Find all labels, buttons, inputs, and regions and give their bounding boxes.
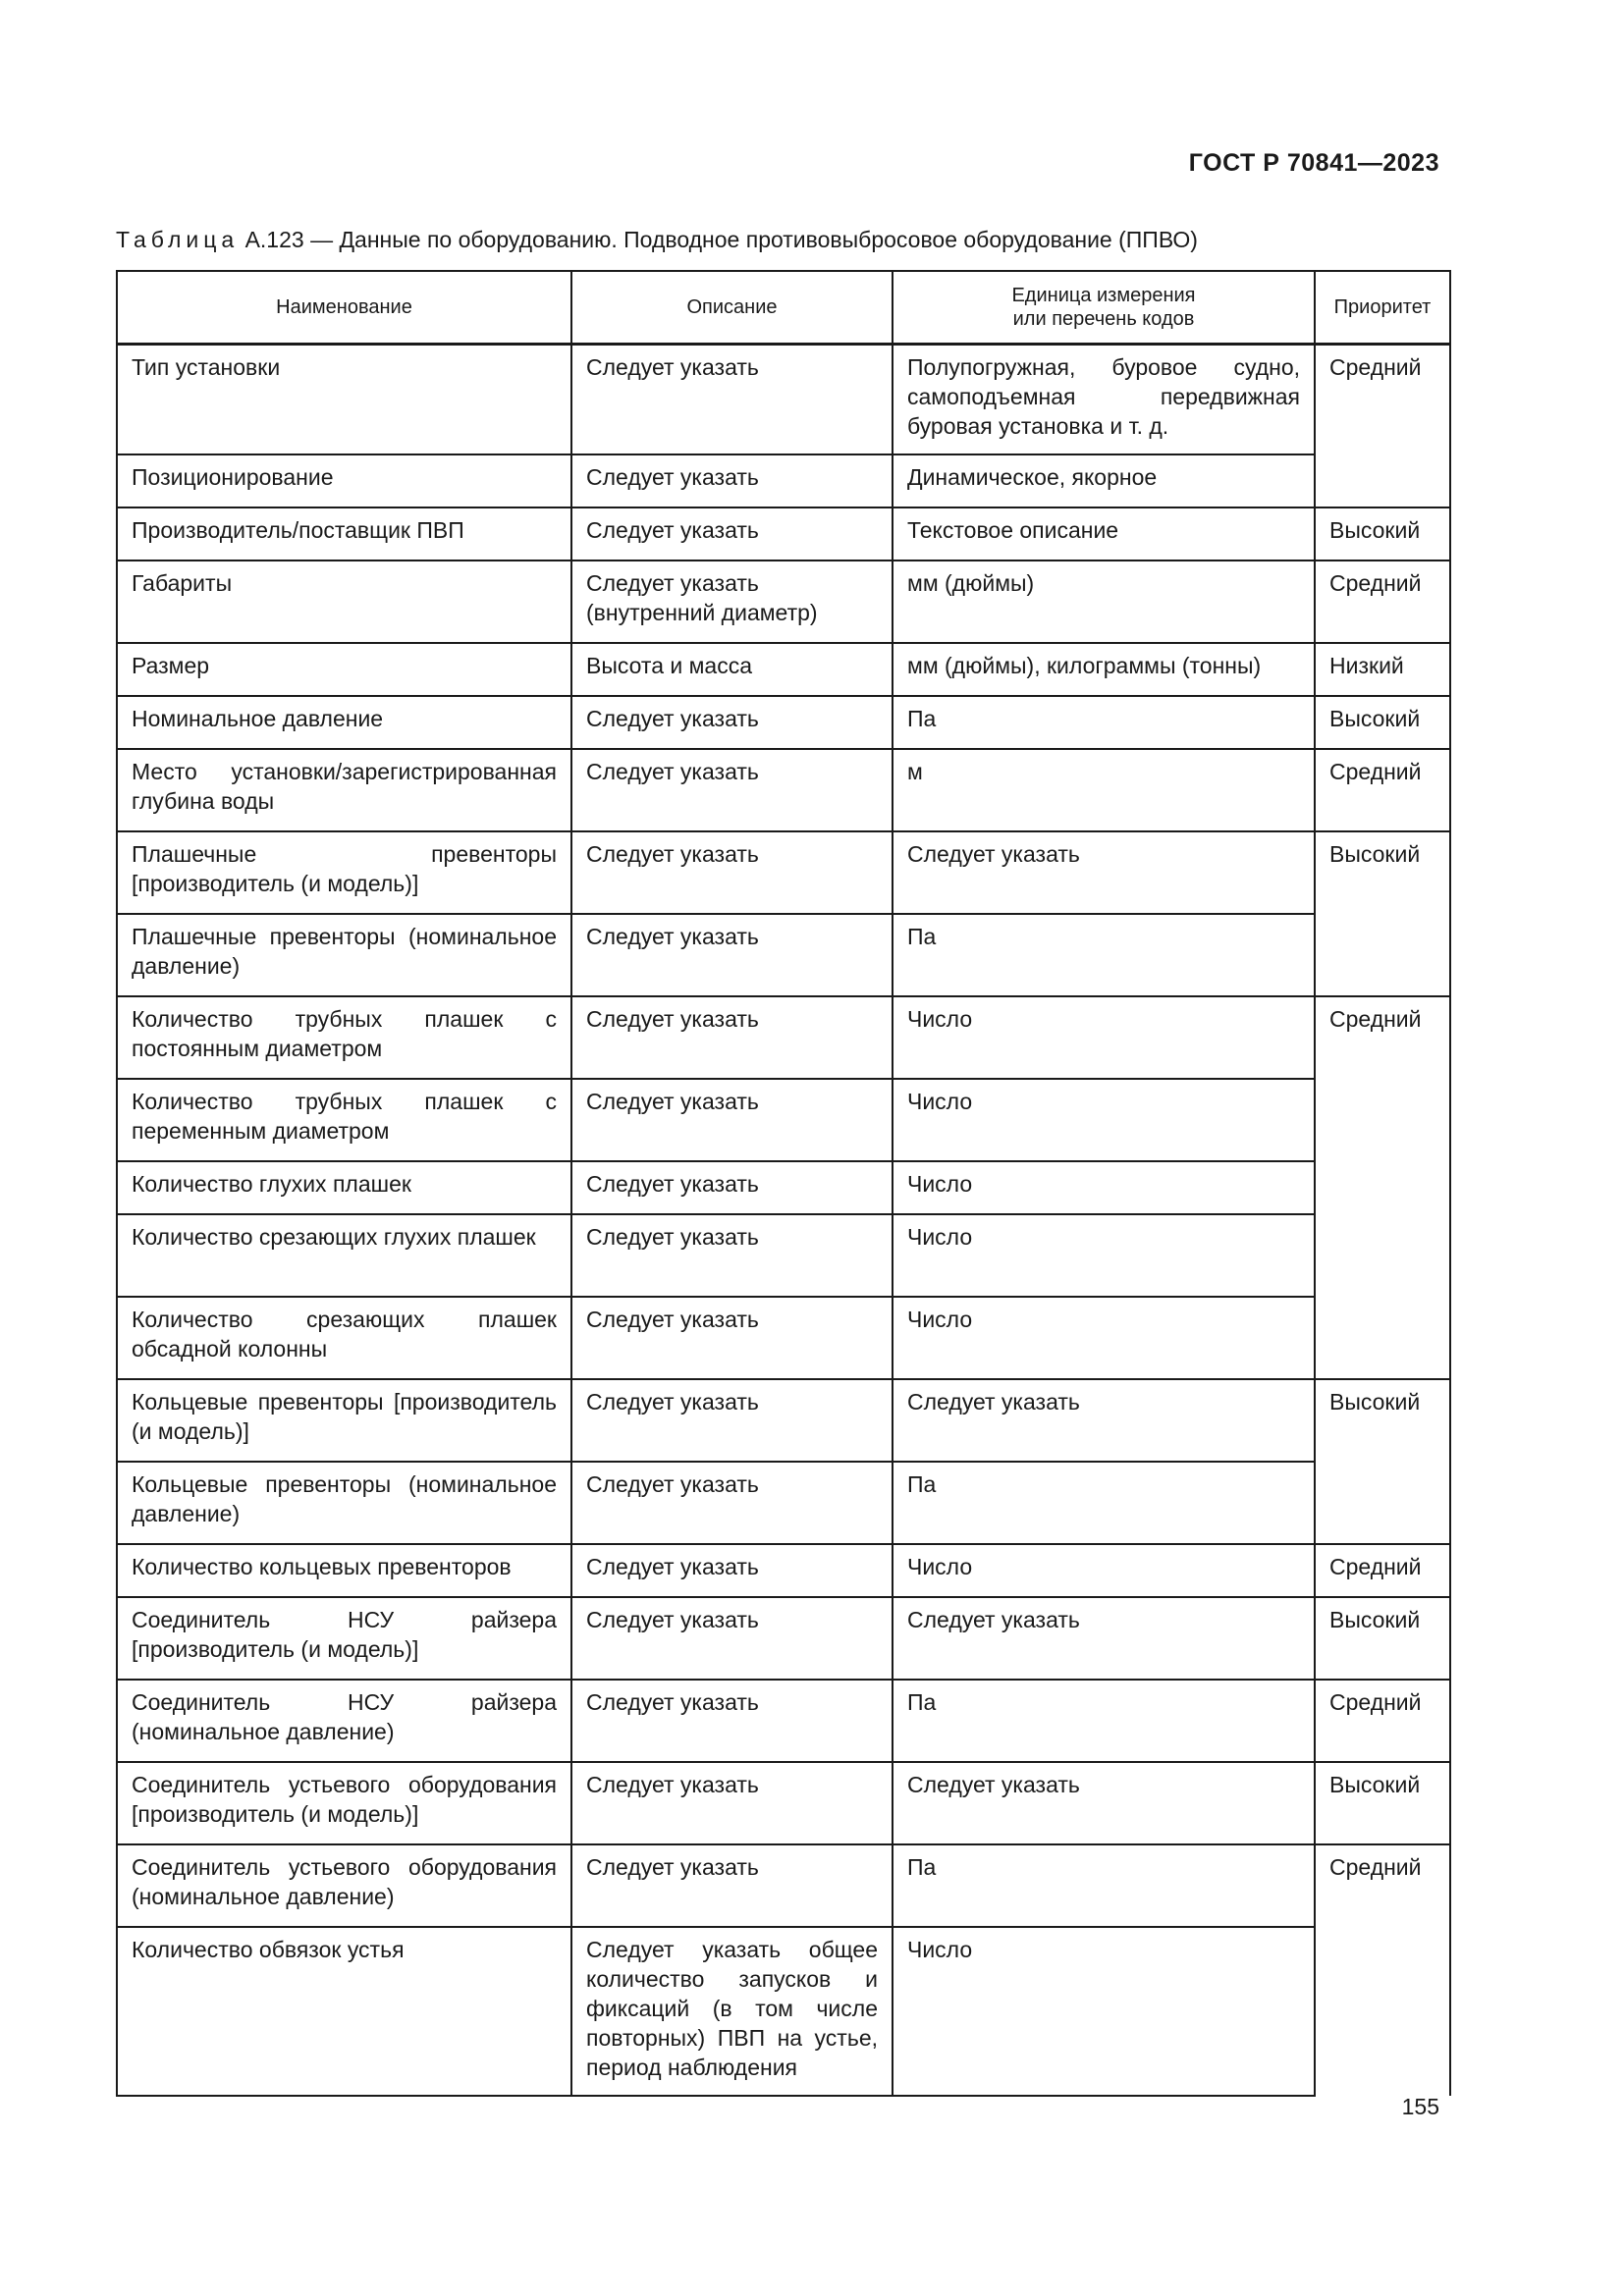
cell-description: Следует указать общее количество запусков и фиксаций (в том числе повторных) ПВП на устье, период наблюдения — [571, 1927, 893, 2096]
table-row — [117, 1680, 1450, 1762]
cell-name: Соединитель устьевого оборудования [производитель (и модель)] — [117, 1762, 571, 1844]
table-row — [117, 1844, 1450, 1927]
cell-description: Следует указать — [571, 1844, 893, 1927]
cell-units: Па — [893, 1680, 1315, 1762]
cell-units: Число — [893, 1297, 1315, 1379]
caption-text: А.123 — Данные по оборудованию. Подводное противовыбросовое оборудование (ППВО) — [239, 227, 1198, 252]
cell-description: Следует указать — [571, 831, 893, 914]
table-row — [117, 914, 1450, 996]
cell-priority: Средний — [1315, 996, 1450, 1379]
cell-description: Следует указать — [571, 1214, 893, 1297]
cell-priority: Средний — [1315, 345, 1450, 508]
cell-name: Количество кольцевых превенторов — [117, 1544, 571, 1597]
cell-units: Следует указать — [893, 1597, 1315, 1680]
cell-units: Па — [893, 1844, 1315, 1927]
cell-units: Следует указать — [893, 1762, 1315, 1844]
cell-description: Следует указать — [571, 1297, 893, 1379]
cell-description: Следует указать — [571, 507, 893, 561]
header-priority: Приоритет — [1315, 271, 1450, 345]
table-row — [117, 831, 1450, 914]
cell-name: Тип установки — [117, 345, 571, 455]
table-row — [117, 345, 1450, 455]
cell-units: Число — [893, 1214, 1315, 1297]
header-units-line1: Единица измерения — [1011, 285, 1196, 306]
page-number: 155 — [1401, 2094, 1439, 2119]
cell-name: Количество трубных плашек с переменным диаметром — [117, 1079, 571, 1161]
equipment-data-table — [116, 270, 1451, 2097]
cell-name: Количество трубных плашек с постоянным диаметром — [117, 996, 571, 1079]
table-row — [117, 749, 1450, 831]
table-row — [117, 1161, 1450, 1214]
cell-name: Соединитель устьевого оборудования (номинальное давление) — [117, 1844, 571, 1927]
table-row — [117, 696, 1450, 749]
cell-priority: Средний — [1315, 561, 1450, 643]
cell-units: Динамическое, якорное — [893, 454, 1315, 507]
cell-priority: Средний — [1315, 1844, 1450, 2096]
cell-description: Следует указать (внутренний диаметр) — [571, 561, 893, 643]
cell-name: Соединитель НСУ райзера [производитель (и модель)] — [117, 1597, 571, 1680]
table-header-row — [117, 271, 1450, 345]
cell-name: Номинальное давление — [117, 696, 571, 749]
cell-description: Следует указать — [571, 454, 893, 507]
caption-prefix: Таблица — [116, 227, 240, 252]
cell-priority: Средний — [1315, 749, 1450, 831]
standard-code: ГОСТ Р 70841—2023 — [1188, 149, 1439, 177]
cell-name: Кольцевые превенторы (номинальное давление) — [117, 1462, 571, 1544]
cell-description: Следует указать — [571, 345, 893, 455]
cell-priority: Высокий — [1315, 1762, 1450, 1844]
table-caption — [116, 227, 1198, 253]
cell-description: Следует указать — [571, 1544, 893, 1597]
cell-units: мм (дюймы), килограммы (тонны) — [893, 643, 1315, 696]
cell-priority: Высокий — [1315, 1379, 1450, 1544]
cell-units: Следует указать — [893, 1379, 1315, 1462]
cell-name: Размер — [117, 643, 571, 696]
table-row — [117, 1597, 1450, 1680]
cell-name: Место установки/зарегистрированная глубина воды — [117, 749, 571, 831]
cell-description: Следует указать — [571, 749, 893, 831]
cell-description: Следует указать — [571, 1597, 893, 1680]
cell-priority: Высокий — [1315, 1597, 1450, 1680]
table-row — [117, 1544, 1450, 1597]
cell-name: Габариты — [117, 561, 571, 643]
cell-description: Следует указать — [571, 914, 893, 996]
header-description: Описание — [571, 271, 893, 345]
cell-units: Число — [893, 996, 1315, 1079]
header-units — [893, 271, 1315, 345]
cell-description: Следует указать — [571, 996, 893, 1079]
table-row — [117, 1462, 1450, 1544]
cell-description: Следует указать — [571, 1379, 893, 1462]
cell-units: м — [893, 749, 1315, 831]
cell-priority: Средний — [1315, 1544, 1450, 1597]
cell-name: Количество глухих плашек — [117, 1161, 571, 1214]
cell-units: Число — [893, 1161, 1315, 1214]
cell-name: Производитель/поставщик ПВП — [117, 507, 571, 561]
cell-description: Следует указать — [571, 696, 893, 749]
table-row — [117, 996, 1450, 1079]
cell-units: Текстовое описание — [893, 507, 1315, 561]
cell-units: Па — [893, 696, 1315, 749]
cell-priority: Средний — [1315, 1680, 1450, 1762]
cell-name: Соединитель НСУ райзера (номинальное давление) — [117, 1680, 571, 1762]
table-row — [117, 1214, 1450, 1297]
header-name: Наименование — [117, 271, 571, 345]
cell-name: Количество срезающих плашек обсадной колонны — [117, 1297, 571, 1379]
header-units-line2: или перечень кодов — [1012, 308, 1195, 330]
cell-priority: Низкий — [1315, 643, 1450, 696]
table-row — [117, 561, 1450, 643]
table-row — [117, 454, 1450, 507]
table-row — [117, 1379, 1450, 1462]
cell-priority: Высокий — [1315, 696, 1450, 749]
cell-units: Число — [893, 1927, 1315, 2096]
cell-units: Следует указать — [893, 831, 1315, 914]
table-row — [117, 1297, 1450, 1379]
cell-name: Количество срезающих глухих плашек — [117, 1214, 571, 1297]
cell-priority: Высокий — [1315, 507, 1450, 561]
cell-name: Плашечные превенторы (номинальное давление) — [117, 914, 571, 996]
cell-units: Число — [893, 1544, 1315, 1597]
cell-units: Число — [893, 1079, 1315, 1161]
cell-description: Высота и масса — [571, 643, 893, 696]
cell-name: Позиционирование — [117, 454, 571, 507]
cell-priority: Высокий — [1315, 831, 1450, 996]
table-row — [117, 1079, 1450, 1161]
cell-description: Следует указать — [571, 1161, 893, 1214]
table-row — [117, 643, 1450, 696]
cell-units: мм (дюймы) — [893, 561, 1315, 643]
cell-units: Полупогружная, буровое судно, самоподъемная передвижная буровая установка и т. д. — [893, 345, 1315, 455]
cell-name: Количество обвязок устья — [117, 1927, 571, 2096]
cell-units: Па — [893, 914, 1315, 996]
cell-name: Плашечные превенторы [производитель (и модель)] — [117, 831, 571, 914]
cell-description: Следует указать — [571, 1762, 893, 1844]
cell-name: Кольцевые превенторы [производитель (и модель)] — [117, 1379, 571, 1462]
cell-description: Следует указать — [571, 1462, 893, 1544]
cell-units: Па — [893, 1462, 1315, 1544]
table-row — [117, 1927, 1450, 2096]
table-row — [117, 507, 1450, 561]
cell-description: Следует указать — [571, 1680, 893, 1762]
table-row — [117, 1762, 1450, 1844]
cell-description: Следует указать — [571, 1079, 893, 1161]
